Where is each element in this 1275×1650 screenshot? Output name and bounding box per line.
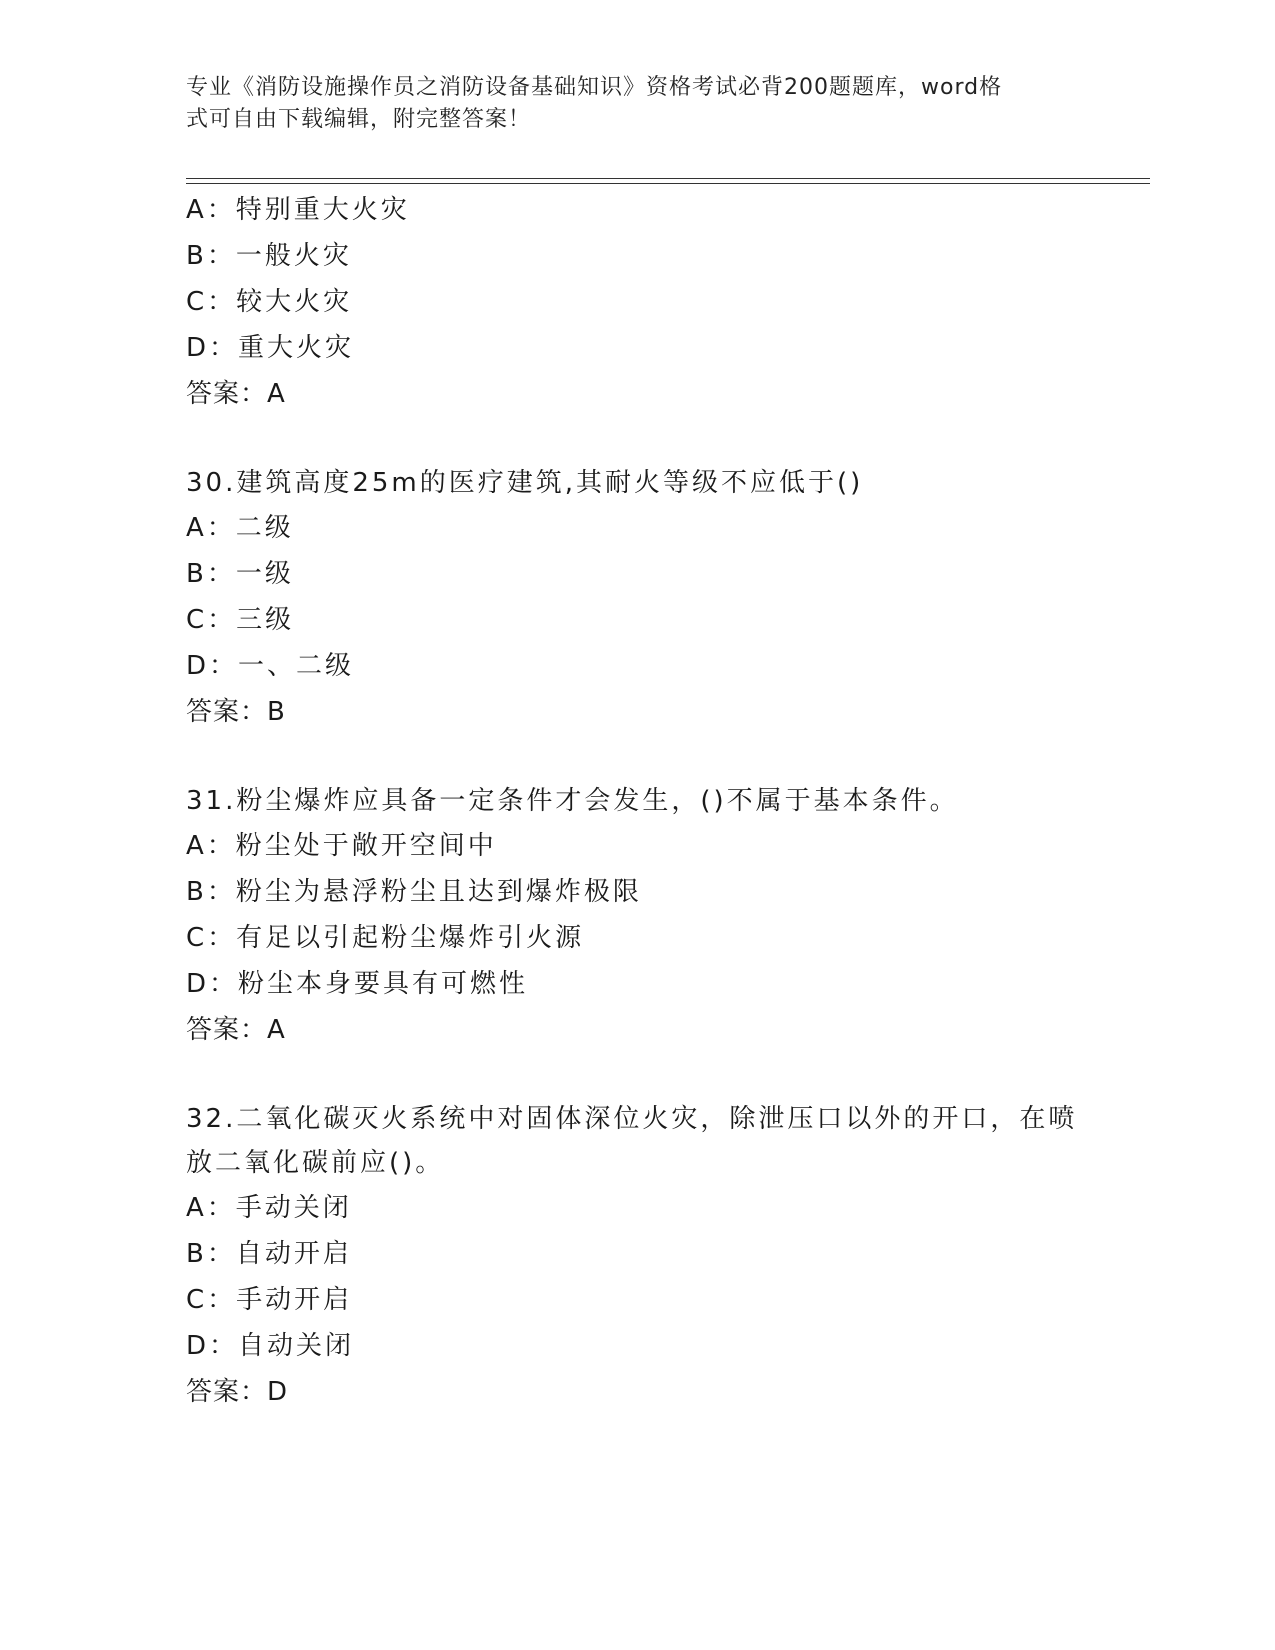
answer: 答案：A [186, 379, 286, 409]
option-d: D：自动关闭 [186, 1331, 355, 1361]
option-b: B：一级 [186, 559, 294, 589]
question-29 [186, 187, 1086, 417]
answer: 答案：D [186, 1377, 289, 1407]
option-a: A：粉尘处于敞开空间中 [186, 831, 497, 861]
header-line-1: 专业《消防设施操作员之消防设备基础知识》资格考试必背200题题库，word格 [186, 75, 1003, 100]
document-header [186, 72, 1066, 136]
option-d: D：粉尘本身要具有可燃性 [186, 969, 529, 999]
option-b: B：自动开启 [186, 1239, 352, 1269]
question-32 [186, 1097, 1086, 1415]
option-b: B：一般火灾 [186, 241, 352, 271]
answer: 答案：B [186, 697, 286, 727]
option-c: C：三级 [186, 605, 295, 635]
option-a: A：特别重大火灾 [186, 195, 410, 225]
question-30 [186, 461, 1086, 735]
option-b: B：粉尘为悬浮粉尘且达到爆炸极限 [186, 877, 642, 907]
question-list [186, 187, 1086, 1415]
header-divider-top [186, 178, 1150, 179]
question-text-line-1: 32.二氧化碳灭火系统中对固体深位火灾，除泄压口以外的开口，在喷 [186, 1104, 1078, 1134]
question-text: 30.建筑高度25m的医疗建筑,其耐火等级不应低于() [186, 468, 864, 498]
option-d: D：重大火灾 [186, 333, 355, 363]
header-line-2: 式可自由下载编辑，附完整答案！ [186, 107, 532, 132]
header-divider-bottom [186, 183, 1150, 184]
question-text-line-2: 放二氧化碳前应()。 [186, 1148, 445, 1178]
question-text: 31.粉尘爆炸应具备一定条件才会发生，()不属于基本条件。 [186, 786, 959, 816]
option-d: D：一、二级 [186, 651, 355, 681]
question-31 [186, 779, 1086, 1053]
option-a: A：手动关闭 [186, 1193, 352, 1223]
answer: 答案：A [186, 1015, 286, 1045]
option-c: C：手动开启 [186, 1285, 353, 1315]
option-c: C：较大火灾 [186, 287, 353, 317]
option-a: A：二级 [186, 513, 294, 543]
option-c: C：有足以引起粉尘爆炸引火源 [186, 923, 585, 953]
